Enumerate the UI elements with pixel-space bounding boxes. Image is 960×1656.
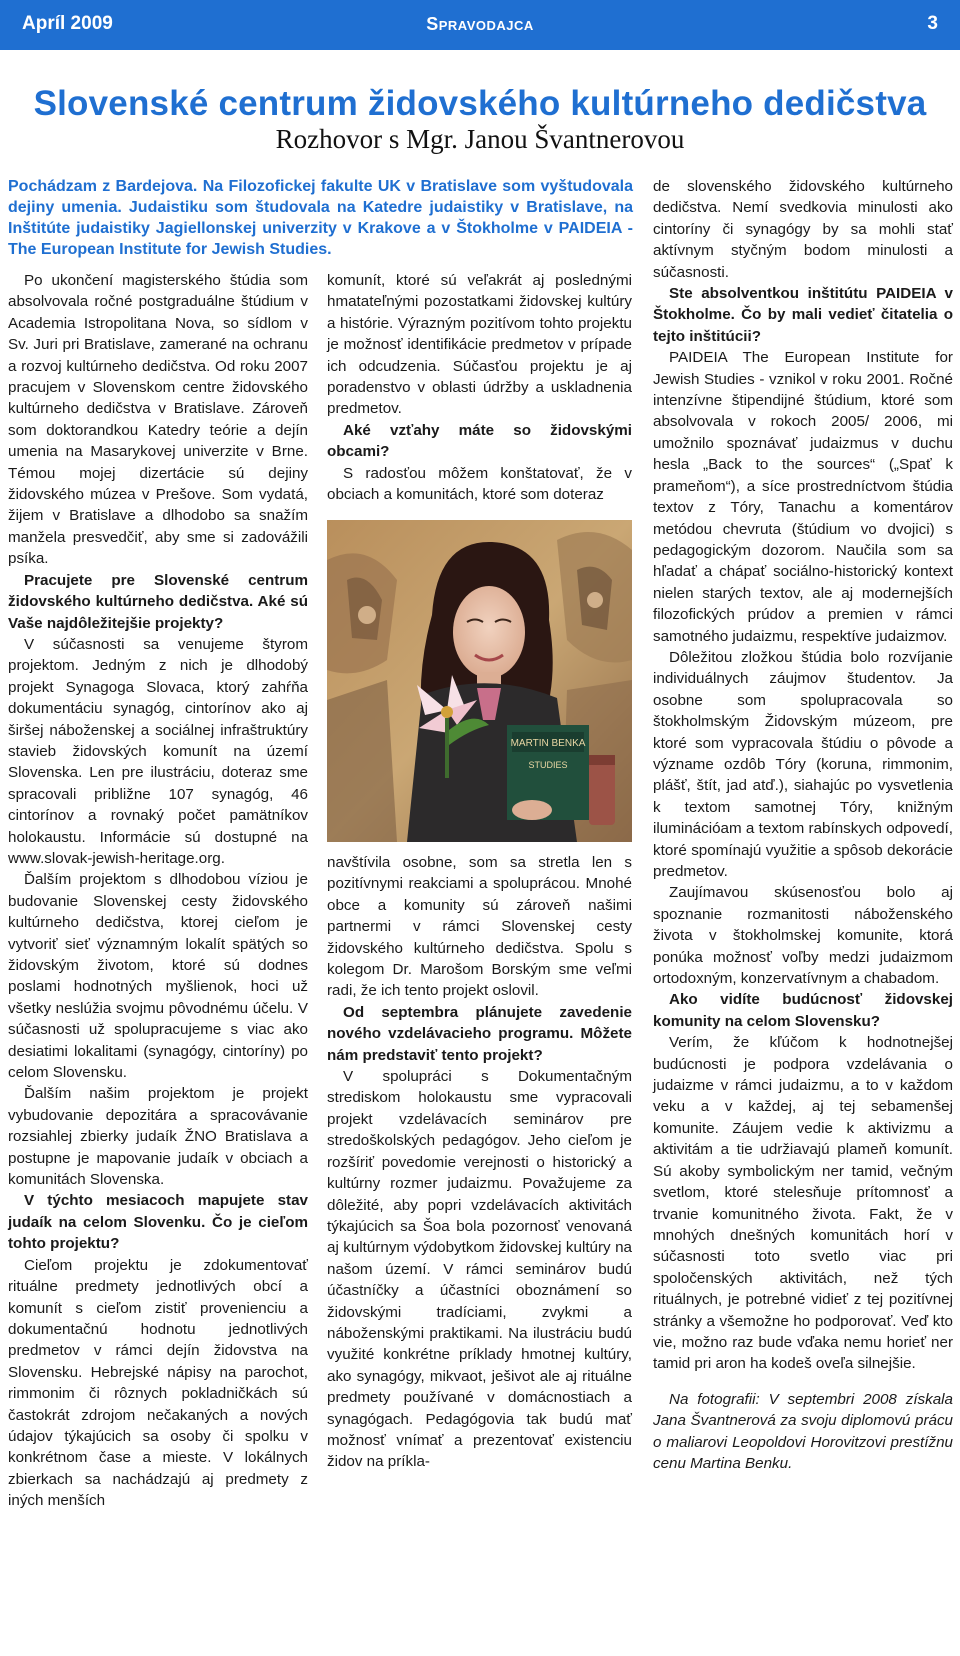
- issue-date: Apríl 2009: [22, 13, 113, 34]
- text-column-1: [8, 270, 308, 1510]
- paragraph: de slovenského židovského kultúrneho dedičstva. Nemí svedkovia minulosti ako cintoríny či synagógy by sa mohli stať aktívnym styčným bodom minulosti a súčasnosti.: [653, 178, 953, 281]
- paragraph: Dôležitou zložkou štúdia bolo rozvíjanie individuálnych záujmov študentov. Ja osobne som spolupracovala so štokholmským Židovským múzeom, pre ktoré som vypracovala štúdiu o pôvode a význame ozdôb Tóry (koruna, rimmonim, plášť, štít, jad atď.), siahajúc po vysvetlenia k textom samotnej Tóry, knižným iluminációam a textom rabínskych odpovedí, ktoré spomínajú využitie a spôsob dekorácie predmetov.: [653, 648, 953, 880]
- text-column-2-bottom: [327, 852, 632, 1471]
- question: V týchto mesiacoch mapujete stav judaík na celom Slovenku. Čo je cieľom tohto projektu?: [8, 1192, 308, 1253]
- question: Aké vzťahy máte so židovskými obcami?: [327, 421, 632, 461]
- paragraph: Verím, že kľúčom k hodnotnejšej budúcnosti je podpora vzdelávania o judaizme v rámci judaizmu, a to v každom veku a v každej, aj tej sebamenšej komunite. Záujem vedie k aktivizmu a aktivitám a tie udržiavajú plameň komunít. Sú akoby symbolickým ner tamid, večným svetlom, ktoré stelesňuje prítomnosť a trvanie komunitného života. Fakt, že v mnohých dnešných komunitách horí v súčasnosti toto svetlo viac pri spoločenských aktivitách, než tých rituálnych, je potrebné vidieť z tej pozitívnej stránky a všemožne ho podporovať. Veď kto vie, možno raz bude vďaka nemu horieť ner tamid pri aron ha kodeš oveľa silnejšie.: [653, 1034, 953, 1373]
- paragraph: Ďalším našim projektom je projekt vybudovanie depozitára a spracovávanie rozsiahlej zbierky judaík ŽNO Bratislava a postupne je mapovanie judaík v obciach a komunitách Slovenska.: [8, 1085, 308, 1189]
- paragraph: Zaujímavou skúsenosťou bolo aj spoznanie rozmanitosti náboženského života v štokholmskej komunite, ktorá ponúka možnosť voľby medzi judaizmom ortodoxným, konzervatívnym a chabadom.: [653, 884, 953, 988]
- article-title: Slovenské centrum židovského kultúrneho dedičstva: [33, 84, 927, 123]
- question: Ste absolventkou inštitútu PAIDEIA v Štokholme. Čo by mali vedieť čitatelia o tejto inštitúcii?: [653, 285, 953, 345]
- portrait-photo: [327, 520, 632, 842]
- paragraph: Po ukončení magisterského štúdia som absolvovala ročné postgraduálne štúdium v Academia Istropolitana Nova, so sídlom v Sv. Juri pri Bratislave, zamerané na ochranu a rozvoj kultúrneho dedičstva. Od roku 2007 pracujem v Slovenskom centre židovského kultúrneho dedičstva v Bratislave. Zároveň som doktorandkou Katedry teórie a dejín umenia na Masarykovej univerzite v Brne. Témou mojej dizertácie sú dejiny židovského múzea v Prešove. Som vydatá, žijem v Bratislave a dlhodobo sa snažím manžela presvedčiť, aby sme si zadovážili psíka.: [8, 272, 308, 568]
- paragraph: Ďalším projektom s dlhodobou víziou je budovanie Slovenskej cesty židovského kultúrneho dedičstva, ktorej cieľom je vytvoriť sieť významným lokalít spätých so židovským životom, ktoré sú dodnes poslami hodnotných myšlienok, hoci už všetky neslúžia svojmu pôvodnému účelu. V súčasnosti už spolupracujeme s viac ako desiatimi lokalitami (synagógy, cintoríny) po celom Slovensku.: [8, 871, 308, 1082]
- question: Od septembra plánujete zavedenie nového vzdelávacieho programu. Môžete nám predstaviť tento projekt?: [327, 1003, 632, 1064]
- paragraph: V súčasnosti sa venujeme štyrom projektom. Jedným z nich je dlhodobý projekt Synagoga Slovaca, ktorý zahŕňa dokumentáciu synagóg, cintorínov ako aj širšej náboženskej a sociálnej infraštruktúry stavieb židovských komunít na území Slovenska. Len pre ilustráciu, doteraz sme spracovali približne 107 synagóg, 46 cintorínov a rovnaký počet pamätníkov holokaustu. Informácie sú dostupné na www.slovak-jewish-heritage.org.: [8, 635, 308, 867]
- book-title: MARTIN BENKA: [510, 738, 586, 749]
- paragraph: V spolupráci s Dokumentačným strediskom holokaustu sme vypracovali projekt vzdelávacích seminárov pre stredoškolských pedagógov. Jeho cieľom je rozšíriť povedomie verejnosti o historický a kultúrny rozmer judaizmu. Považujeme za dôležité, aby popri vzdelávacích aktivitách týkajúcich sa Šoa bola pozornosť venovaná aj kultúrnym výdobytkom židovskej kultúry na našom území. V rámci seminárov budú účastníčky a účastníci oboznámení so židovskými tradíciami, zvykmi a náboženskými praktikami. Na ilustráciu budú využité konkrétne príklady hmotnej kultúry, ako synagógy, mikvaot, ješivot ale aj rituálne predmety používané v domácnostiach a synagógach. Pedagógovia tak budú mať možnosť vnímať a prezentovať existenciu židov na príkla-: [327, 1068, 632, 1471]
- paragraph: S radosťou môžem konštatovať, že v obciach a komunitách, ktoré som doteraz: [327, 464, 632, 504]
- photo-caption: Na fotografii: V septembri 2008 získala Jana Švantnerová za svoju diplomovú prácu o maliarovi Leopoldovi Horovitzovi prestížnu cenu Martina Benku.: [653, 1390, 953, 1472]
- paragraph: komunít, ktoré sú veľakrát aj poslednými hmatateľnými pozostatkami židovskej kultúry a histórie. Výrazným pozitívom tohto projektu je možnosť identifikácie predmetov v prípade ich odcudzenia. Súčasťou projektu je aj poradenstvo v oblasti údržby a uskladnenia predmetov.: [327, 272, 632, 418]
- article-subtitle: Rozhovor s Mgr. Janou Švantnerovou: [275, 124, 685, 154]
- question: Pracujete pre Slovenské centrum židovského kultúrneho dedičstva. Aké sú Vaše najdôležitejšie projekty?: [8, 571, 308, 632]
- paragraph: Cieľom projektu je zdokumentovať rituálne predmety jednotlivých obcí a komunít s cieľom zistiť provenienciu a dokumentačnú hodnotu jednotlivých predmetov v rámci dejín židovstva na Slovensku. Hebrejské nápisy na parochot, rimmonim či rôznych pokladničkách sú častokrát zdrojom nečakaných a nových údajov týkajúcich sa osoby či spolku v konkrétnom čase a mieste. V lokálnych zbierkach sa nachádzajú aj predmety z iných menších: [8, 1256, 308, 1510]
- paragraph: navštívila osobne, som sa stretla len s pozitívnymi reakciami a spoluprácou. Mnohé obce a komunity sú zároveň našimi partnermi v rámci Slovenskej cesty židovského kultúrneho dedičstva. Spolu s kolegom Dr. Marošom Borským sme veľmi radi, že ich tento projekt oslovil.: [327, 854, 632, 1000]
- article-intro: Pochádzam z Bardejova. Na Filozofickej fakulte UK v Bratislave som vyštudovala dejiny umenia. Judaistiku som študovala na Katedre judaistiky v Bratislave, na Inštitúte judaistiky Jagiellonskej univerzity v Krakove a v Štokholme v PAIDEIA - The European Institute for Jewish Studies.: [8, 178, 633, 258]
- text-column-3: [653, 176, 953, 1656]
- text-column-2-top: [327, 270, 632, 540]
- book-subtitle: STUDIES: [528, 760, 568, 770]
- question: Ako vidíte budúcnosť židovskej komunity na celom Slovensku?: [653, 991, 953, 1030]
- paragraph: PAIDEIA The European Institute for Jewish Studies - vznikol v roku 2001. Ročné intenzívne štipendijné štúdium, ktoré som absolvovala v rokoch 2005/ 2006, mi umožnilo spoznávať judaizmus v duchu hesla „Back to the sources“ („Spať k prameňom“), a síce prostredníctvom štúdia textov z Tóry, Tanachu a komentárov metódou chevruta (štúdium vo dvojici) s pedagogickým dozorom. Naučila som sa hľadať a chápať sociálno-historický kontext nielen starých textov, ale aj modernejších filozofických prúdov a premien v rámci samotného judaizmu, respektíve judaizmov.: [653, 349, 953, 645]
- page-header-bar: [0, 0, 960, 50]
- page-number: 3: [927, 13, 938, 34]
- newsletter-name: Spravodajca: [426, 14, 534, 34]
